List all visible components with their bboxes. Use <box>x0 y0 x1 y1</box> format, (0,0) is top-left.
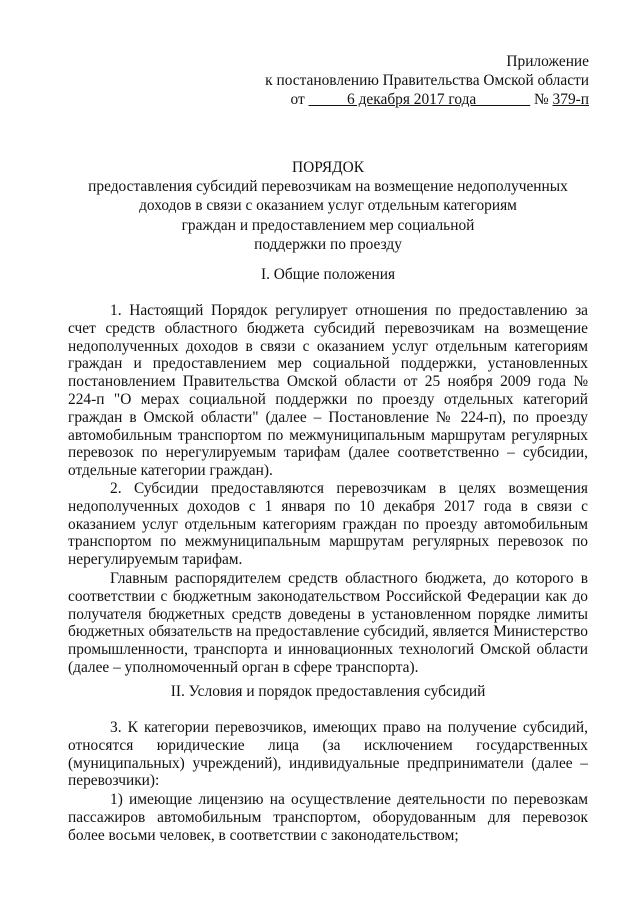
document-title <box>60 158 596 254</box>
section-heading-2: II. Условия и порядок предоставления субсидий <box>170 683 486 700</box>
appendix-label: Приложение <box>506 53 589 70</box>
appendix-header <box>265 52 589 109</box>
paragraph-5: 1) имеющие лицензию на осуществление деятельности по перевозкам пассажиров автомобильным транспортом, оборудованным для перевозок более восьми человек, в соответствии с законодательством; <box>68 791 588 844</box>
resolution-reference: к постановлению Правительства Омской области <box>265 72 589 89</box>
resolution-date: _____6 декабря 2017 года_______ <box>308 91 531 108</box>
date-number-line <box>265 90 589 109</box>
number-label: № <box>534 91 549 108</box>
title-line-3: граждан и предоставлением мер социальной <box>181 216 475 234</box>
section-heading-1: I. Общие положения <box>260 266 396 283</box>
paragraph-1: 1. Настоящий Порядок регулирует отношения по предоставлению за счет средств областного бюджета субсидий перевозчикам на возмещение недополученных доходов в связи с оказанием услуг отдельным категориям граждан и предоставлением мер социальной поддержки, установленных постановлением Правительства Омской области от 25 ноября 2009 года № 224-п "О мерах социальной поддержки по проезду отдельных категорий граждан в Омской области" (далее – Постановление № 224-п), по проезду автомобильным транспортом по межмуниципальным маршрутам регулярных перевозок по нерегулируемым тарифам (далее соответственно – субсидии, отдельные категории граждан). <box>68 302 588 480</box>
paragraph-3: Главным распорядителем средств областного бюджета, до которого в соответствии с бюджетным законодательством Российской Федерации как до получателя бюджетных средств доведены в установленном порядке лимиты бюджетных обязательств на предоставление субсидий, является Министерство промышленности, транспорта и инновационных технологий Омской области (далее – уполномоченный орган в сфере транспорта). <box>68 570 588 676</box>
title-line-4: поддержки по проезду <box>254 235 402 253</box>
title-main: ПОРЯДОК <box>292 159 364 176</box>
title-line-2: доходов в связи с оказанием услуг отдельным категориям <box>139 197 517 215</box>
paragraph-4: 3. К категории перевозчиков, имеющих право на получение субсидий, относятся юридические лица (за исключением государственных (муниципальных) учреждений), индивидуальные предприниматели (далее – перевозчики): <box>68 719 588 790</box>
resolution-number: 379-п <box>552 91 589 108</box>
title-line-1: предоставления субсидий перевозчикам на возмещение недополученных <box>88 178 568 196</box>
paragraph-2: 2. Субсидии предоставляются перевозчикам в целях возмещения недополученных доходов с 1 января по 10 декабря 2017 года в связи с оказанием услуг отдельным категориям граждан по проезду автомобильным транспортом по межмуниципальным маршрутам регулярных перевозок по нерегулируемым тарифам. <box>68 480 588 569</box>
ot-label: от <box>290 91 305 108</box>
